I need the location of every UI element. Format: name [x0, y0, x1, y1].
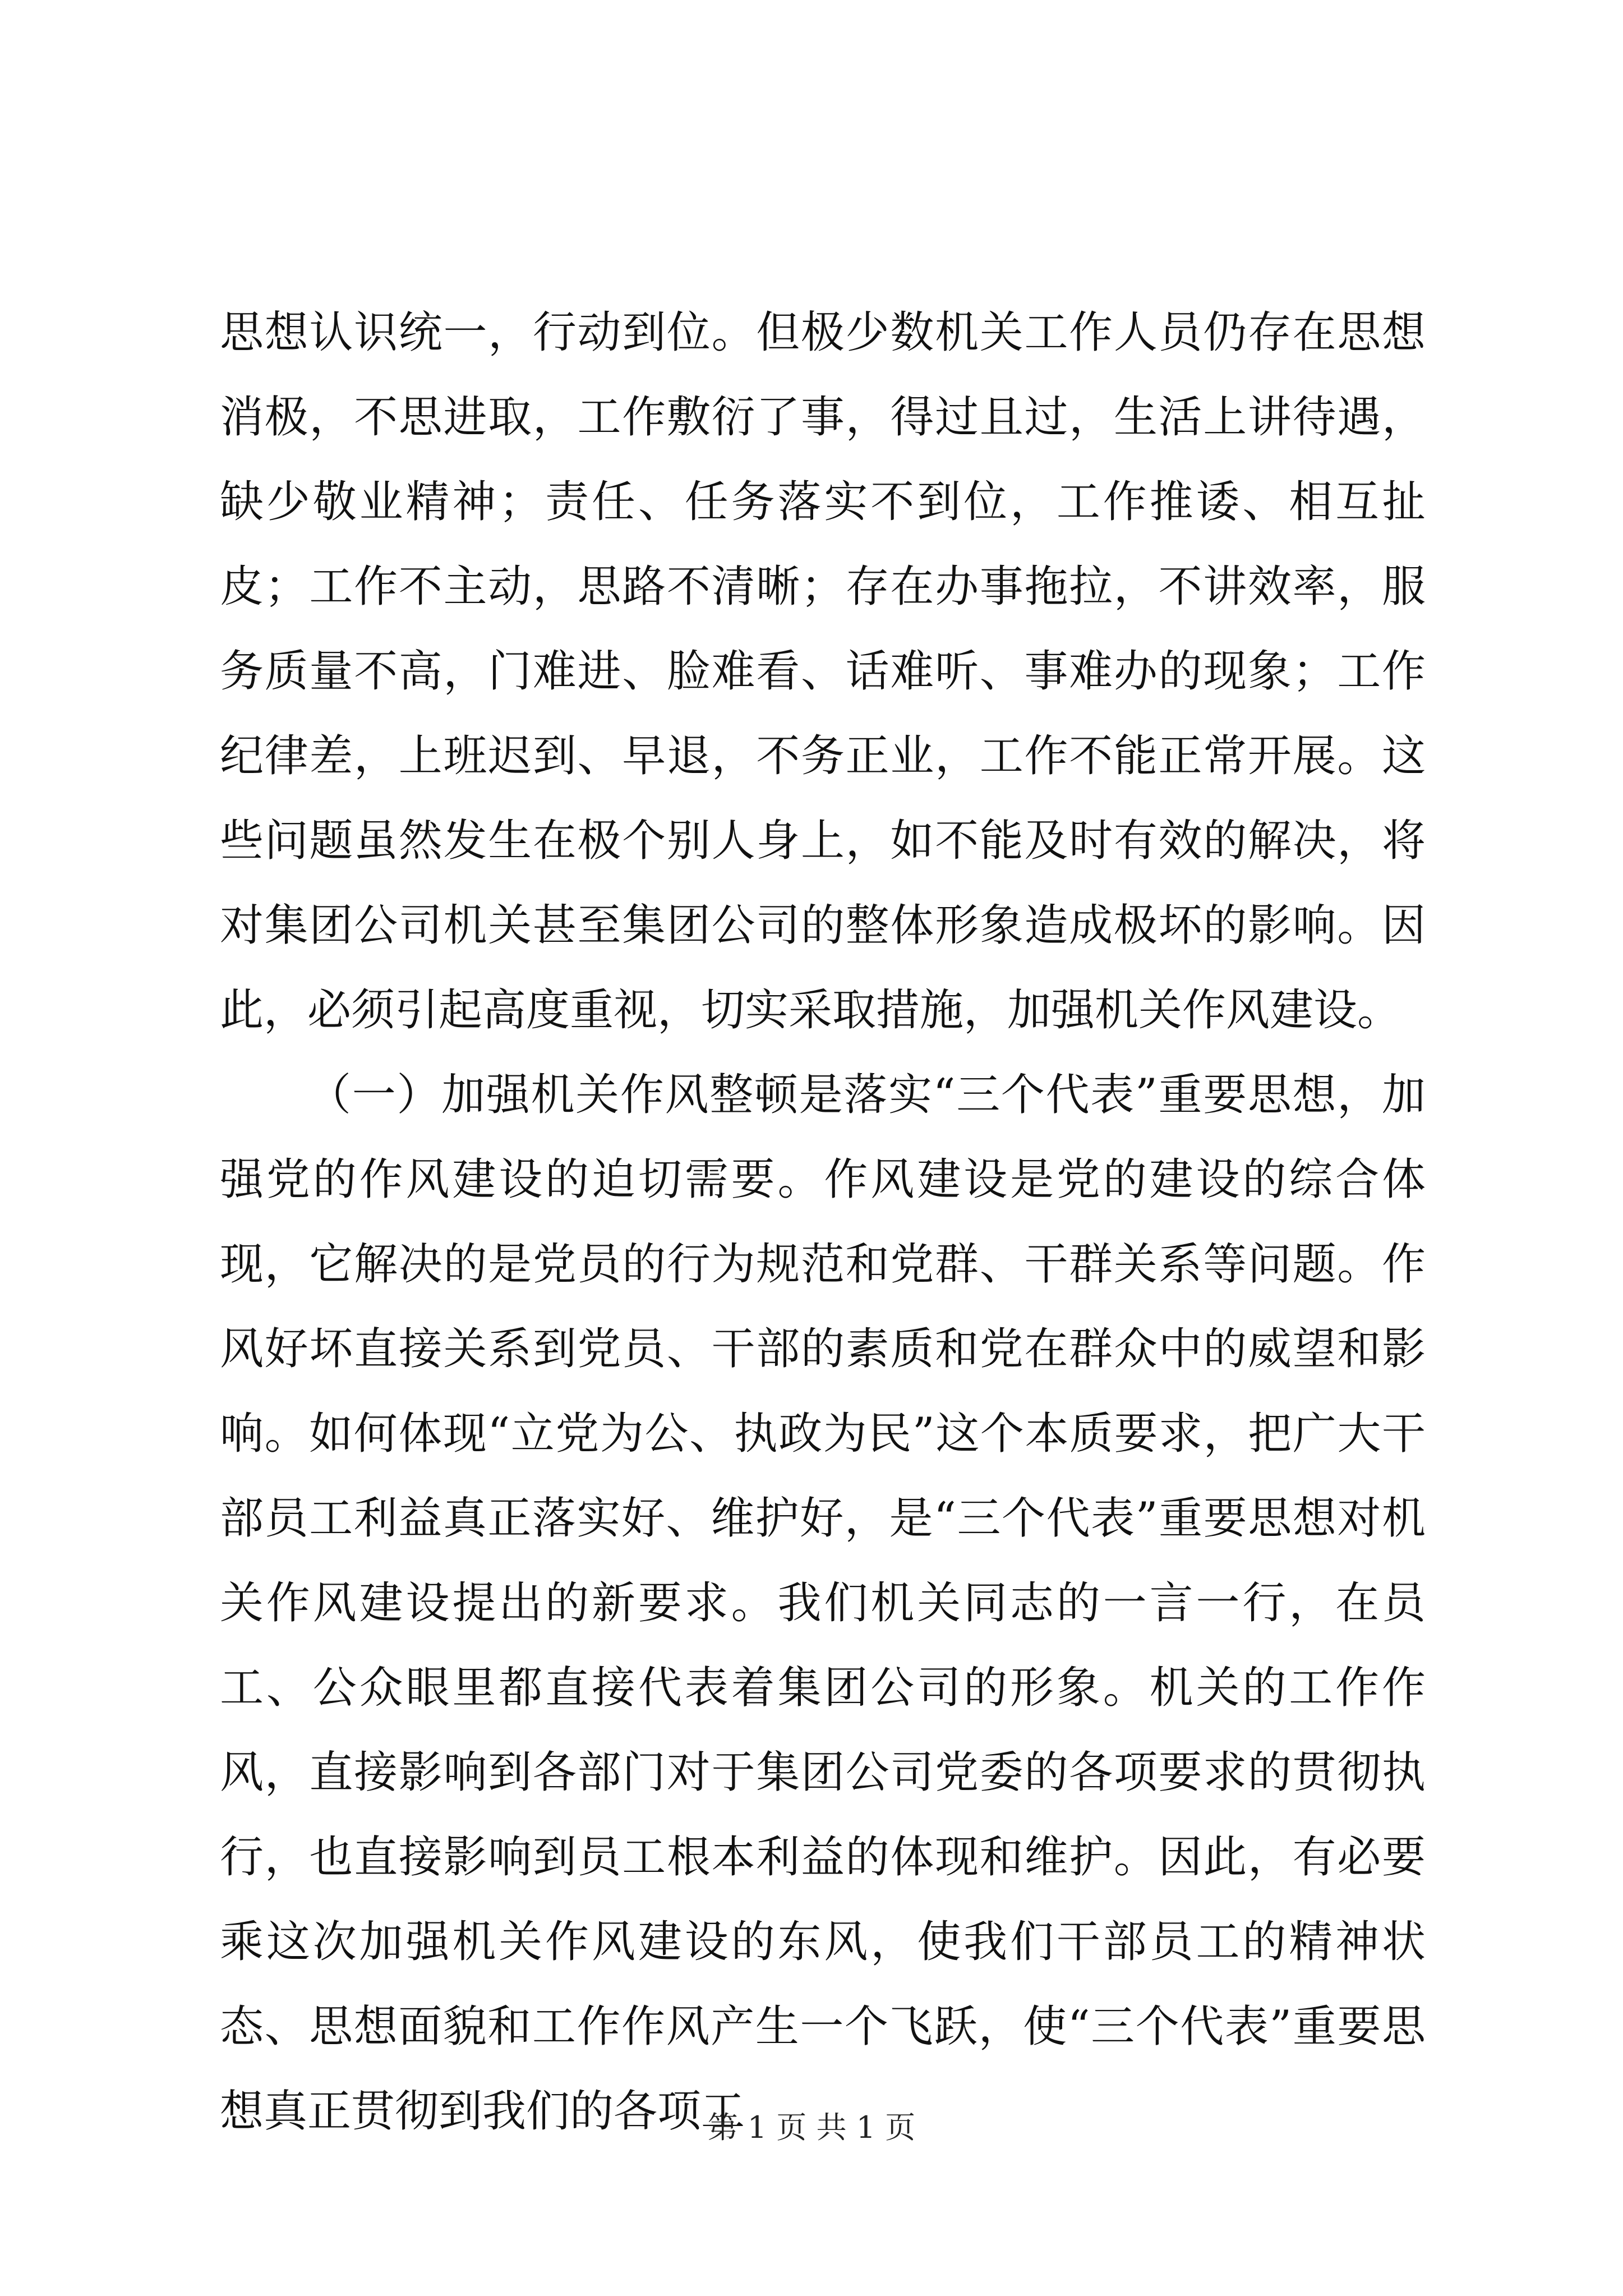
paragraph-2: （一）加强机关作风整顿是落实“三个代表”重要思想，加强党的作风建设的迫切需要。作风建设是党的建设的综合体现，它解决的是党员的行为规范和党群、干群关系等问题。作风好坏直接关系到党员、干部的素质和党在群众中的威望和影响。如何体现“立党为公、执政为民”这个本质要求，把广大干部员工利益真正落实好、维护好，是“三个代表”重要思想对机关作风建设提出的新要求。我们机关同志的一言一行，在员工、公众眼里都直接代表着集团公司的形象。机关的工作作风，直接影响到各部门对于集团公司党委的各项要求的贯彻执行，也直接影响到员工根本利益的体现和维护。因此，有必要乘这次加强机关作风建设的东风，使我们干部员工的精神状态、思想面貌和工作作风产生一个飞跃，使“三个代表”重要思想真正贯彻到我们的各项工	[220, 1070, 1426, 2137]
document-body	[220, 291, 1426, 2154]
page-footer: 第 1 页 共 1 页	[707, 2110, 916, 2145]
paragraph-1: 思想认识统一，行动到位。但极少数机关工作人员仍存在思想消极，不思进取，工作敷衍了事，得过且过，生活上讲待遇，缺少敬业精神；责任、任务落实不到位，工作推诿、相互扯皮；工作不主动，思路不清晰；存在办事拖拉，不讲效率，服务质量不高，门难进、脸难看、话难听、事难办的现象；工作纪律差，上班迟到、早退，不务正业，工作不能正常开展。这些问题虽然发生在极个别人身上，如不能及时有效的解决，将对集团公司机关甚至集团公司的整体形象造成极坏的影响。因此，必须引起高度重视，切实采取措施，加强机关作风建设。	[220, 307, 1426, 1036]
